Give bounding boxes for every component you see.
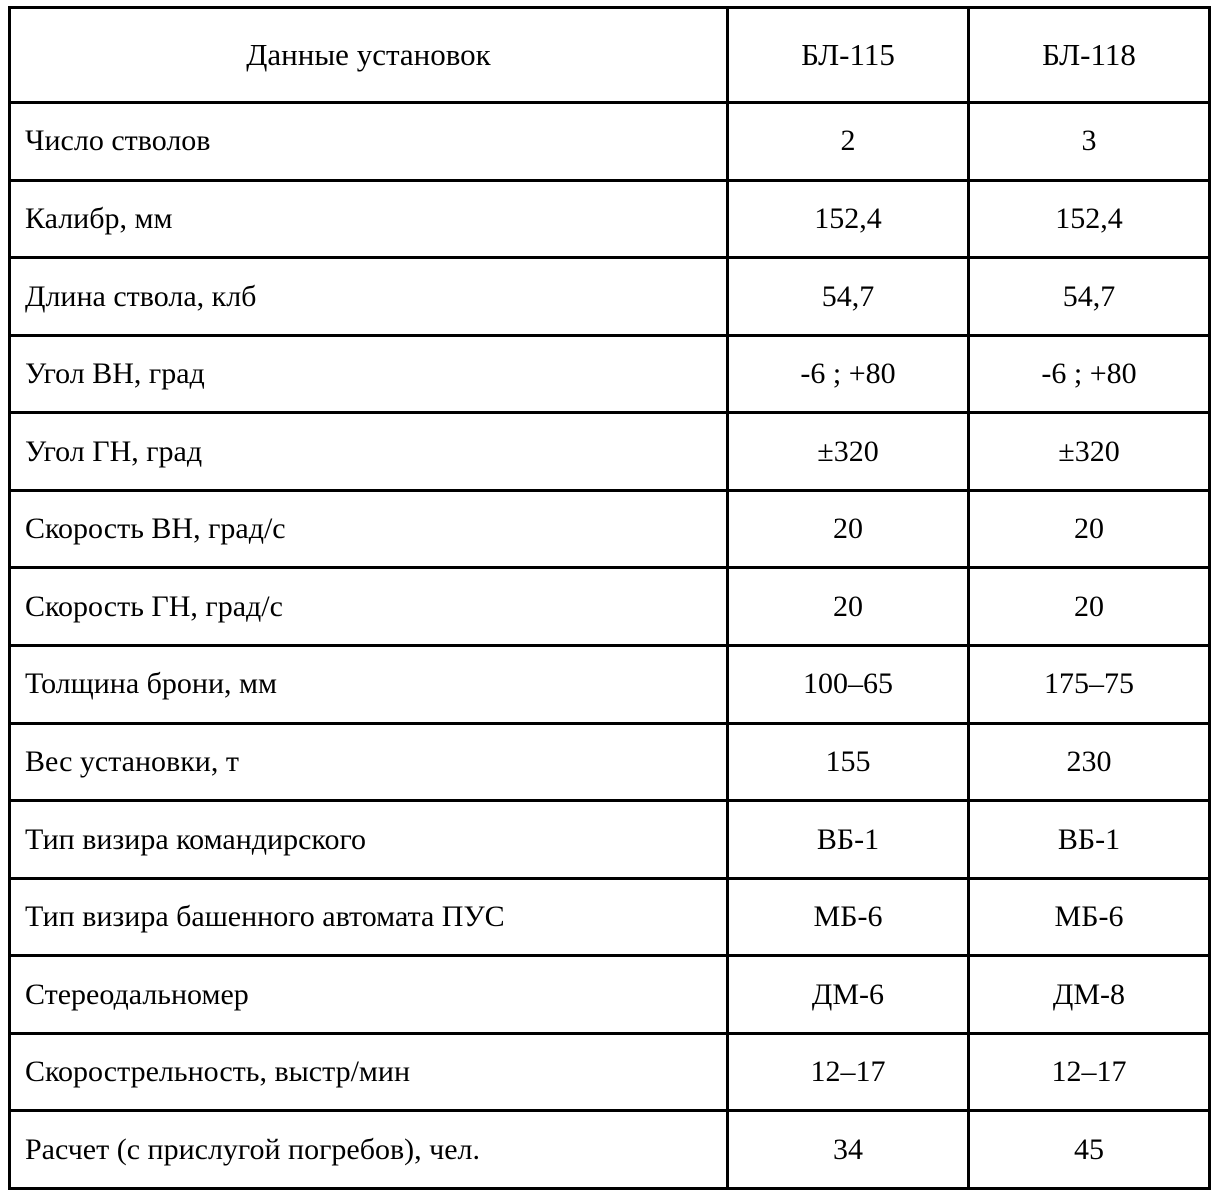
- row-value-bl-115: 20: [728, 568, 969, 646]
- table-body: [10, 8, 1210, 1189]
- row-parameter-label: Длина ствола, клб: [10, 258, 728, 336]
- row-value-bl-118: ±320: [969, 413, 1210, 491]
- table-row: [10, 645, 1210, 723]
- table-row: [10, 1111, 1210, 1189]
- table-row: [10, 801, 1210, 879]
- table-row: [10, 490, 1210, 568]
- specifications-table: [8, 6, 1211, 1190]
- table-row: [10, 723, 1210, 801]
- row-value-bl-115: 2: [728, 103, 969, 181]
- row-value-bl-115: 20: [728, 490, 969, 568]
- table-row: [10, 956, 1210, 1034]
- row-value-bl-115: ВБ-1: [728, 801, 969, 879]
- row-value-bl-115: ДМ-6: [728, 956, 969, 1034]
- table-row: [10, 335, 1210, 413]
- row-value-bl-115: 54,7: [728, 258, 969, 336]
- table-row: [10, 568, 1210, 646]
- row-parameter-label: Стереодальномер: [10, 956, 728, 1034]
- row-value-bl-118: 12–17: [969, 1033, 1210, 1111]
- row-parameter-label: Скорострельность, выстр/мин: [10, 1033, 728, 1111]
- row-value-bl-118: 54,7: [969, 258, 1210, 336]
- table-row: [10, 258, 1210, 336]
- table-header-row: [10, 8, 1210, 103]
- row-value-bl-115: МБ-6: [728, 878, 969, 956]
- row-value-bl-118: 175–75: [969, 645, 1210, 723]
- row-value-bl-118: 45: [969, 1111, 1210, 1189]
- column-header-parameter: Данные установок: [10, 8, 728, 103]
- row-parameter-label: Толщина брони, мм: [10, 645, 728, 723]
- table-row: [10, 1033, 1210, 1111]
- row-value-bl-118: 230: [969, 723, 1210, 801]
- row-value-bl-118: МБ-6: [969, 878, 1210, 956]
- table-row: [10, 413, 1210, 491]
- table-row: [10, 180, 1210, 258]
- row-value-bl-115: 155: [728, 723, 969, 801]
- row-value-bl-115: -6 ; +80: [728, 335, 969, 413]
- row-parameter-label: Скорость ВН, град/с: [10, 490, 728, 568]
- row-parameter-label: Угол ГН, град: [10, 413, 728, 491]
- row-value-bl-118: -6 ; +80: [969, 335, 1210, 413]
- row-parameter-label: Вес установки, т: [10, 723, 728, 801]
- row-value-bl-118: 3: [969, 103, 1210, 181]
- row-value-bl-118: ДМ-8: [969, 956, 1210, 1034]
- row-value-bl-118: 152,4: [969, 180, 1210, 258]
- row-parameter-label: Калибр, мм: [10, 180, 728, 258]
- table-row: [10, 103, 1210, 181]
- row-value-bl-115: ±320: [728, 413, 969, 491]
- row-parameter-label: Тип визира командирского: [10, 801, 728, 879]
- row-parameter-label: Тип визира башенного автомата ПУС: [10, 878, 728, 956]
- row-value-bl-118: 20: [969, 490, 1210, 568]
- table-row: [10, 878, 1210, 956]
- column-header-bl-118: БЛ-118: [969, 8, 1210, 103]
- row-parameter-label: Угол ВН, град: [10, 335, 728, 413]
- row-value-bl-115: 100–65: [728, 645, 969, 723]
- row-parameter-label: Расчет (с прислугой погребов), чел.: [10, 1111, 728, 1189]
- row-value-bl-115: 12–17: [728, 1033, 969, 1111]
- row-parameter-label: Число стволов: [10, 103, 728, 181]
- row-parameter-label: Скорость ГН, град/с: [10, 568, 728, 646]
- row-value-bl-115: 152,4: [728, 180, 969, 258]
- column-header-bl-115: БЛ-115: [728, 8, 969, 103]
- row-value-bl-118: 20: [969, 568, 1210, 646]
- row-value-bl-118: ВБ-1: [969, 801, 1210, 879]
- row-value-bl-115: 34: [728, 1111, 969, 1189]
